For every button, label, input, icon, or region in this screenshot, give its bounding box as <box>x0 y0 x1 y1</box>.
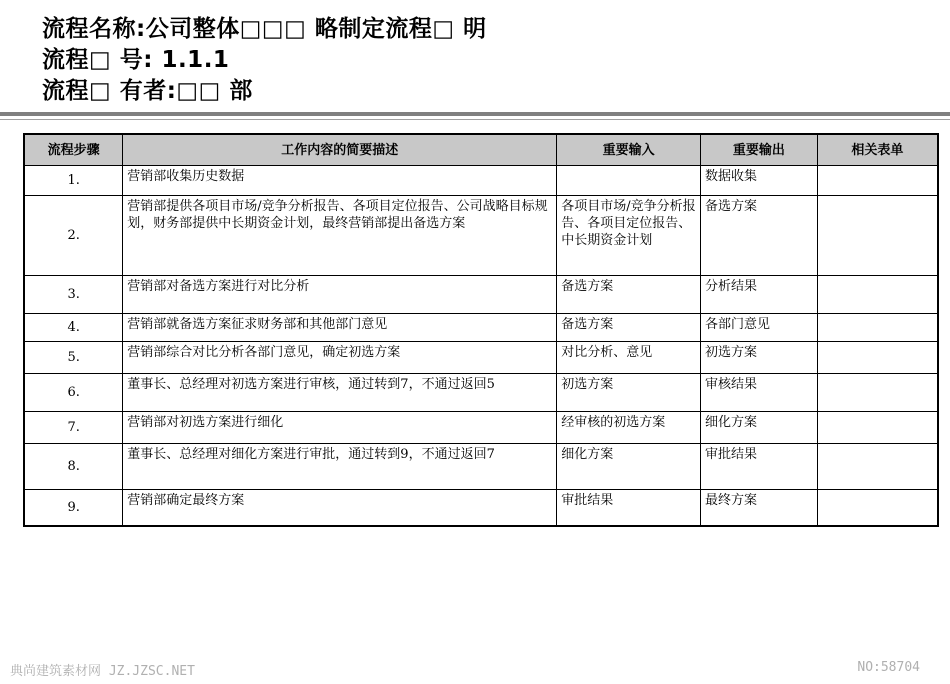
step-input: 经审核的初选方案 <box>557 412 701 444</box>
step-input: 备选方案 <box>557 276 701 314</box>
step-description: 营销部确定最终方案 <box>123 490 557 526</box>
step-input: 审批结果 <box>557 490 701 526</box>
step-description: 董事长、总经理对细化方案进行审批，通过转到9，不通过返回7 <box>123 444 557 490</box>
table-row <box>24 166 938 196</box>
step-output: 审核结果 <box>700 374 817 412</box>
column-header-form: 相关表单 <box>817 134 938 166</box>
step-description: 营销部对初选方案进行细化 <box>123 412 557 444</box>
step-number: 5. <box>24 342 123 374</box>
header-divider-thick <box>0 112 950 116</box>
step-form <box>817 314 938 342</box>
table-row <box>24 444 938 490</box>
step-description: 营销部就备选方案征求财务部和其他部门意见 <box>123 314 557 342</box>
step-output: 初选方案 <box>700 342 817 374</box>
step-input: 各项目市场/竞争分析报告、各项目定位报告、中长期资金计划 <box>557 196 701 276</box>
step-description: 营销部对备选方案进行对比分析 <box>123 276 557 314</box>
step-input: 备选方案 <box>557 314 701 342</box>
step-form <box>817 166 938 196</box>
table-row <box>24 342 938 374</box>
table-row <box>24 196 938 276</box>
step-form <box>817 412 938 444</box>
step-form <box>817 444 938 490</box>
step-output: 审批结果 <box>700 444 817 490</box>
step-description: 营销部收集历史数据 <box>123 166 557 196</box>
step-number: 7. <box>24 412 123 444</box>
step-number: 8. <box>24 444 123 490</box>
step-output: 数据收集 <box>700 166 817 196</box>
step-number: 1. <box>24 166 123 196</box>
process-header <box>42 14 487 107</box>
process-number: 流程□ 号: 1.1.1 <box>42 47 230 73</box>
table-header-row <box>24 134 938 166</box>
step-input: 对比分析、意见 <box>557 342 701 374</box>
process-name-title: 流程名称:公司整体□□□ 略制定流程□ 明 <box>42 16 487 42</box>
step-number: 4. <box>24 314 123 342</box>
process-steps-table <box>23 133 939 527</box>
column-header-input: 重要输入 <box>557 134 701 166</box>
step-input <box>557 166 701 196</box>
step-input: 细化方案 <box>557 444 701 490</box>
step-number: 6. <box>24 374 123 412</box>
step-form <box>817 490 938 526</box>
document-number: NO:58704 <box>857 660 920 675</box>
table-row <box>24 412 938 444</box>
step-output: 细化方案 <box>700 412 817 444</box>
step-output: 分析结果 <box>700 276 817 314</box>
step-description: 营销部提供各项目市场/竞争分析报告、各项目定位报告、公司战略目标规划，财务部提供中长期资金计划，最终营销部提出备选方案 <box>123 196 557 276</box>
step-output: 最终方案 <box>700 490 817 526</box>
step-form <box>817 196 938 276</box>
step-input: 初选方案 <box>557 374 701 412</box>
table-row <box>24 314 938 342</box>
step-form <box>817 342 938 374</box>
column-header-step: 流程步骤 <box>24 134 123 166</box>
step-description: 董事长、总经理对初选方案进行审核，通过转到7，不通过返回5 <box>123 374 557 412</box>
header-divider-thin <box>0 119 950 120</box>
table-row <box>24 276 938 314</box>
step-form <box>817 374 938 412</box>
process-owner: 流程□ 有者:□□ 部 <box>42 78 253 104</box>
step-number: 9. <box>24 490 123 526</box>
step-number: 2. <box>24 196 123 276</box>
step-output: 备选方案 <box>700 196 817 276</box>
watermark-text: 典尚建筑素材网 JZ.JZSC.NET <box>10 664 195 679</box>
column-header-output: 重要输出 <box>700 134 817 166</box>
step-output: 各部门意见 <box>700 314 817 342</box>
step-description: 营销部综合对比分析各部门意见，确定初选方案 <box>123 342 557 374</box>
step-number: 3. <box>24 276 123 314</box>
column-header-description: 工作内容的简要描述 <box>123 134 557 166</box>
table-row <box>24 490 938 526</box>
step-form <box>817 276 938 314</box>
table-row <box>24 374 938 412</box>
